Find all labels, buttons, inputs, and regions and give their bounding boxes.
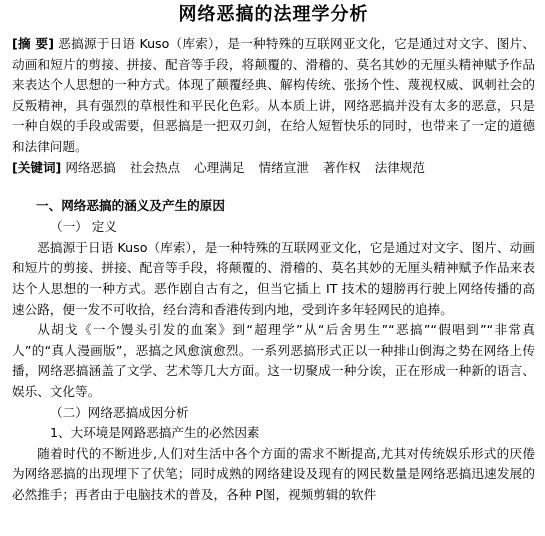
abstract-text: 恶搞源于日语 Kuso（库索），是一种特殊的互联网亚文化，它是通过对文字、图片、动画和短片的剪接、拼接、配音等手段，将颠覆的、滑稽的、莫名其妙的无厘头精神赋予作品来表达个人思想的一种方式。体现了颠覆经典、解构传统、张扬个性、蔑视权威、讽刺社会的反叛精神，具有强烈的草根性和平民化色彩。从本质上讲，网络恶搞并没有太多的恶意，只是一种自娱的手段或需要，但恶搞是一把双刃剑，在给人短暂快乐的同时，也带来了一定的道德和法律问题。 (12, 36, 535, 154)
abstract-paragraph (12, 34, 535, 158)
section-heading: 一、网络恶搞的涵义及产生的原因 (36, 198, 225, 214)
keywords-line (12, 158, 535, 179)
keyword-item: 情绪宣泄 (258, 159, 309, 175)
keyword-item: 法律规范 (374, 159, 425, 175)
keyword-item: 心理满足 (194, 159, 245, 175)
abstract-label: [摘 要] (12, 36, 55, 51)
keyword-item: 著作权 (322, 159, 361, 175)
definition-paragraph: 恶搞源于日语 Kuso（库索），是一种特殊的互联网亚文化，它是通过对文字、图片、动画和短片的剪接、拼接、配音等手段，将颠覆的、滑稽的、莫名其妙的无厘头精神赋予作品来表达个人思想的一种方式。恶作剧自古有之，但当它插上 IT 技术的翅膀再行驶上网络传播的高速公路，便一发不可收拾，经台湾和香港传到内地，受到许多年轻网民的追捧。 (12, 239, 535, 317)
keyword-item: 社会热点 (129, 159, 181, 175)
section-spacer (12, 178, 535, 195)
environment-paragraph: 随着时代的不断进步,人们对生活中各个方面的需求不断提高,尤其对传统娱乐形式的厌倦为网络恶搞的出现埋下了伏笔；同时成熟的网络建设及现有的网民数量是网络恶搞迅速发展的必然推手；再者由于电脑技术的普及，各种 P图，视频剪辑的软件 (12, 445, 535, 502)
subsection-heading-causes: （二）网络恶搞成因分析 (50, 404, 189, 420)
examples-paragraph: 从胡戈《一个馒头引发的血案》到“超理学”从“后舍男生”“恶搞”“假唱到”“非常真人”的“真人漫画版”，恶搞之风愈演愈烈。一系列恶搞形式正以一种排山倒海之势在网络上传播，网络恶搞涵盖了文学、艺术等几大方面。这一切聚成一种分诶，正在形成一种新的语言、娱乐、文化等。 (12, 322, 535, 399)
cause-heading-environment: 1、大环境是网路恶搞产生的必然因素 (50, 425, 260, 441)
page-title: 网络恶搞的法理学分析 (178, 4, 369, 25)
keywords-label: [关键词] (12, 159, 62, 175)
subsection-heading-definition: （一） 定义 (50, 219, 117, 235)
keyword-item: 网络恶搞 (65, 159, 116, 175)
